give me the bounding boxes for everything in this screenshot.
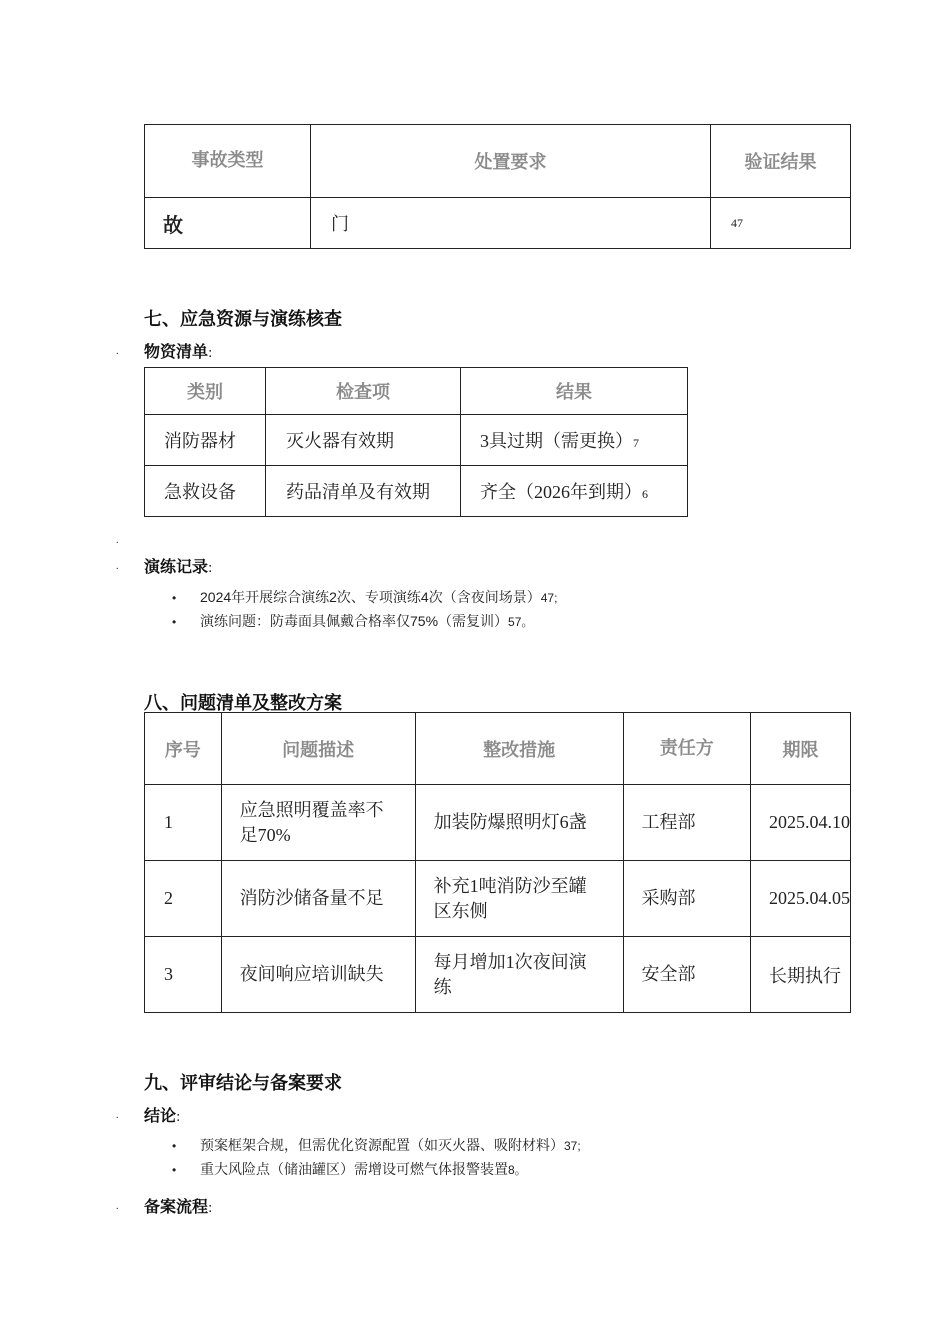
cell-result: 3具过期（需更换）7: [461, 415, 688, 466]
drill-label: 演练记录:: [144, 557, 213, 576]
header-owner: 责任方: [623, 713, 751, 785]
header-measure: 整改措施: [415, 713, 623, 785]
filing-label: 备案流程:: [144, 1197, 213, 1216]
cell-requirement: 门: [311, 198, 711, 249]
materials-table: [144, 367, 688, 517]
cell-measure: 每月增加1次夜间演练: [415, 937, 623, 1013]
cell-owner: 工程部: [623, 785, 751, 861]
list-dot: .: [116, 346, 119, 357]
cell-measure: 补充1吨消防沙至罐区东侧: [415, 861, 623, 937]
list-item: • 重大风险点（储油罐区）需增设可燃气体报警装置8。: [172, 1161, 527, 1177]
cell-deadline: 2025.04.10: [751, 785, 851, 861]
header-incident-type: 事故类型: [145, 125, 311, 198]
table-row: [145, 937, 851, 1013]
header-desc: 问题描述: [221, 713, 415, 785]
cell-deadline: 2025.04.05: [751, 861, 851, 937]
list-dot: .: [116, 535, 119, 546]
header-deadline: 期限: [751, 713, 851, 785]
table-row: [145, 466, 688, 517]
cell-result: 齐全（2026年到期）6: [461, 466, 688, 517]
cell-no: 2: [145, 861, 222, 937]
cell-owner: 安全部: [623, 937, 751, 1013]
cell-category: 急救设备: [145, 466, 266, 517]
header-requirement: 处置要求: [311, 125, 711, 198]
bullet-icon: •: [172, 1139, 177, 1153]
section7-title: 七、应急资源与演练核查: [144, 309, 342, 330]
header-category: 类别: [145, 368, 266, 415]
list-dot: .: [116, 1201, 119, 1212]
list-item: • 演练问题：防毒面具佩戴合格率仅75%（需复训）57。: [172, 613, 534, 629]
cell-check-item: 药品清单及有效期: [266, 466, 461, 517]
list-item: • 2024年开展综合演练2次、专项演练4次（含夜间场景）47;: [172, 589, 558, 605]
section8-title: 八、问题清单及整改方案: [144, 693, 342, 714]
cell-deadline: 长期执行: [751, 937, 851, 1013]
list-item: • 预案框架合规，但需优化资源配置（如灭火器、吸附材料）37;: [172, 1137, 581, 1153]
cell-desc: 夜间响应培训缺失: [221, 937, 415, 1013]
header-check-item: 检查项: [266, 368, 461, 415]
list-dot: .: [116, 561, 119, 572]
cell-check-item: 灭火器有效期: [266, 415, 461, 466]
cell-no: 1: [145, 785, 222, 861]
header-result: 验证结果: [711, 125, 851, 198]
incident-table: [144, 124, 851, 249]
table-row: [145, 785, 851, 861]
header-result: 结果: [461, 368, 688, 415]
cell-type: 故: [145, 198, 311, 249]
conclusion-label: 结论:: [144, 1106, 181, 1125]
cell-measure: 加装防爆照明灯6盏: [415, 785, 623, 861]
bullet-icon: •: [172, 615, 177, 629]
list-dot: .: [116, 1110, 119, 1121]
table-row: [145, 415, 688, 466]
issues-table: [144, 712, 851, 1013]
bullet-icon: •: [172, 591, 177, 605]
header-no: 序号: [145, 713, 222, 785]
bullet-icon: •: [172, 1163, 177, 1177]
cell-desc: 应急照明覆盖率不足70%: [221, 785, 415, 861]
cell-result: 47: [711, 198, 851, 249]
materials-label: 物资清单:: [144, 342, 213, 361]
cell-owner: 采购部: [623, 861, 751, 937]
cell-no: 3: [145, 937, 222, 1013]
section9-title: 九、评审结论与备案要求: [144, 1073, 342, 1094]
table-row: [145, 861, 851, 937]
cell-desc: 消防沙储备量不足: [221, 861, 415, 937]
cell-category: 消防器材: [145, 415, 266, 466]
